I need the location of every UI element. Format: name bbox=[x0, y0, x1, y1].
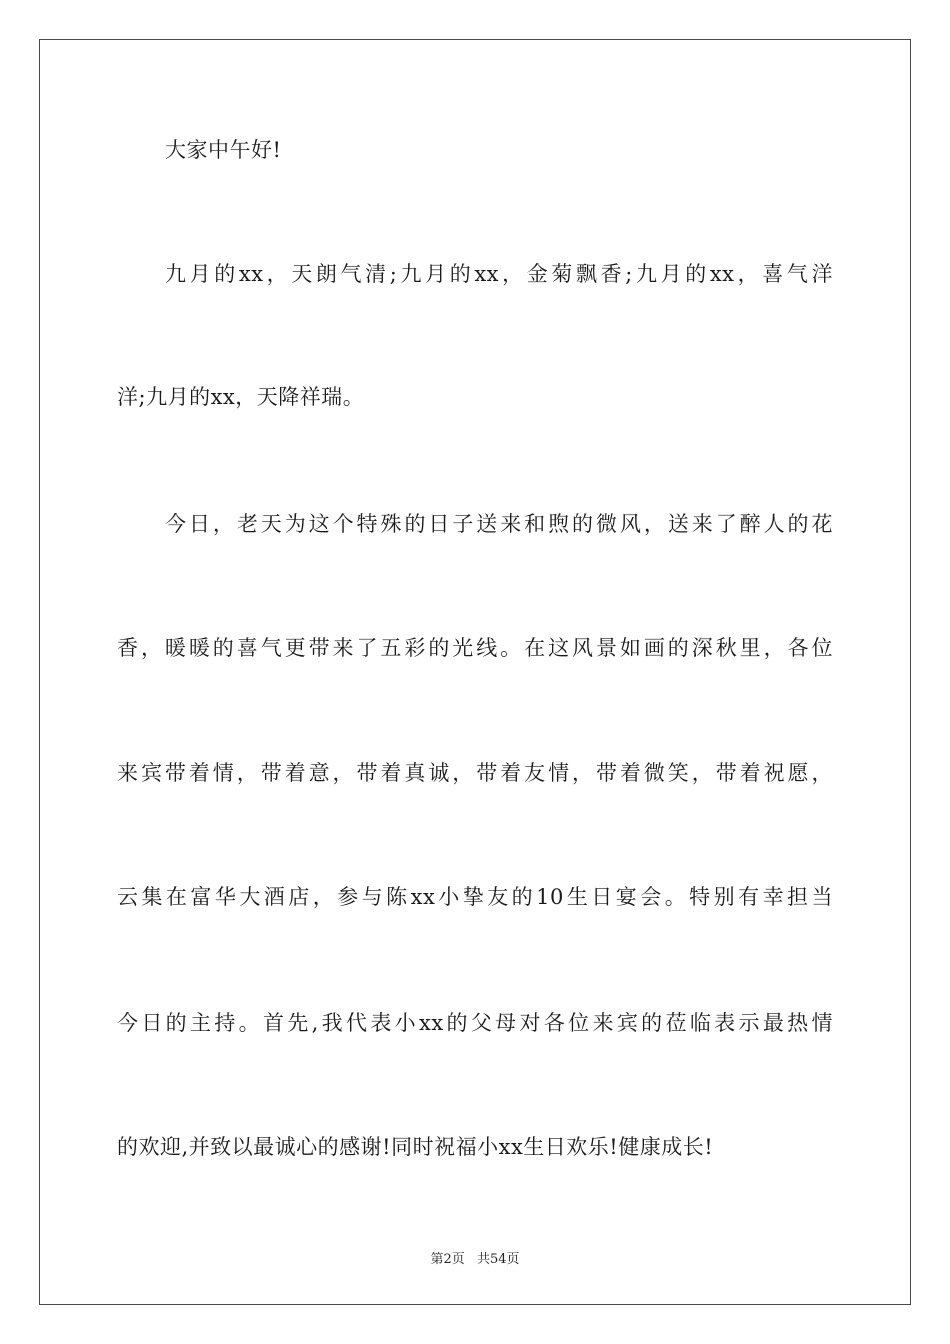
page-frame bbox=[39, 39, 911, 1305]
paragraph-2-line-4: 云集在富华大酒店，参与陈xx小挚友的10生日宴会。特别有幸担当 bbox=[117, 885, 833, 909]
total-page-count: 共54页 bbox=[476, 1252, 520, 1267]
paragraph-2-line-5: 今日的主持。首先,我代表小xx的父母对各位来宾的莅临表示最热情 bbox=[117, 1011, 833, 1035]
current-page-number: 第2页 bbox=[430, 1252, 465, 1267]
paragraph-2-line-1: 今日，老天为这个特殊的日子送来和煦的微风，送来了醉人的花 bbox=[165, 512, 833, 536]
page-footer bbox=[0, 1248, 950, 1267]
paragraph-2-line-6: 的欢迎,并致以最诚心的感谢!同时祝福小xx生日欢乐!健康成长! bbox=[117, 1135, 714, 1159]
paragraph-1-line-1: 九月的xx，天朗气清;九月的xx，金菊飘香;九月的xx，喜气洋 bbox=[165, 262, 833, 286]
greeting-line: 大家中午好! bbox=[165, 138, 282, 162]
paragraph-1-line-2: 洋;九月的xx，天降祥瑞。 bbox=[117, 385, 365, 409]
paragraph-2-line-3: 来宾带着情，带着意，带着真诚，带着友情，带着微笑，带着祝愿， bbox=[117, 761, 833, 785]
paragraph-2-line-2: 香，暖暖的喜气更带来了五彩的光线。在这风景如画的深秋里，各位 bbox=[117, 636, 833, 660]
